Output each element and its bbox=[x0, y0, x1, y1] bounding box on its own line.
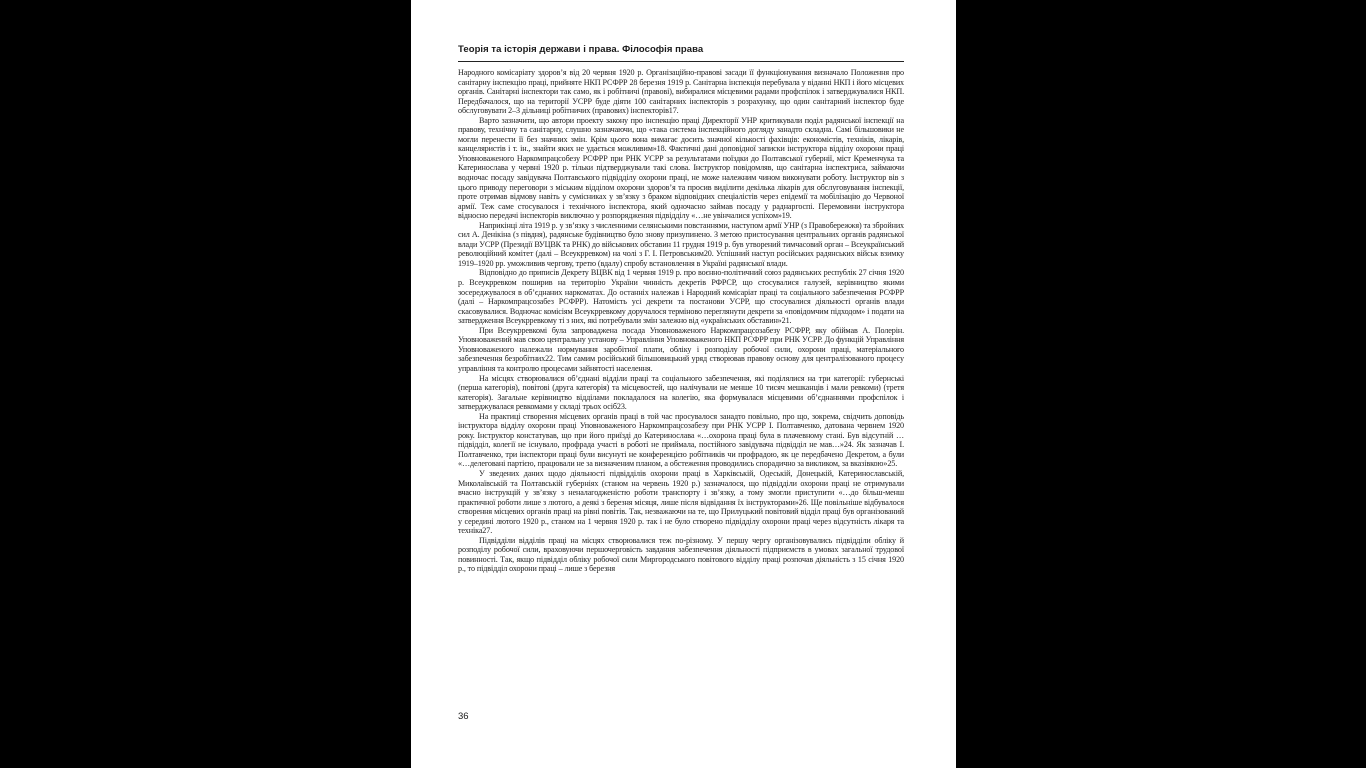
paragraph: На практиці створення місцевих органів праці в той час просувалося занадто повільно, про що, зокрема, свідчить доповідь інструктора відділу охорони праці Уповноваженого Наркомпрацсозабезу при РНК УСРР І. Полтавченко, датована червнем 1920 року. Інструктор констатував, що при його приїзді до Катеринослава «…охорона праці була в плачевному стані. Був відсутній … підвідділ, колегії не існувало, профрада участі в роботі не приймала, постійного завідувача підвідділ не мав…»24. Як зазначав І. Полтавченко, три інспектори праці були висунуті не конференцією робітників чи профрадою, як це передбачено Декретом, а були «…делеговані партією, працювали не за визначеним планом, а обстеження проводились спорадично за викликом, за вказівкою»25. bbox=[458, 411, 904, 469]
body-text bbox=[458, 68, 904, 574]
paragraph: У зведених даних щодо діяльності підвідділів охорони праці в Харківській, Одеській, Донецькій, Катеринославській, Миколаївській та Полтавській губерніях (станом на червень 1920 р.) зазначалося, що підвідділи охорони праці не отримували вчасно інструкцій у зв’язку з неналагодженістю роботи транспорту і зв’язку, а тому змогли приступити «…до більш-менш практичної роботи лише з лютого, а деякі з березня місяця, лише після відвідання їх інструкторами»26. Ще повільніше відбувалося створення місцевих органів праці на рівні повітів. Так, незважаючи на те, що Прилуцький повітовий відділ праці був організований у середині лютого 1920 р., станом на 1 червня 1920 р. так і не було створено підвідділу охорони праці через відсутність лікаря та техніка27. bbox=[458, 468, 904, 536]
paragraph: При Всеукрревкомі була запроваджена посада Уповноваженого Наркомпрацсозабезу РСФРР, яку обіймав А. Полерін. Уповноважений мав свою центральну установу – Управління Уповноваженого НКП РСФРР при РНК УСРР. До функцій Управління Уповноваженого належали нормування заробітної плати, обліку і розподілу робочої сили, охорони праці, матеріального забезпечення безробітних22. Тим самим російський більшовицький уряд створював правову основу для централізованого процесу управління та контролю процесами зайнятості населення. bbox=[458, 325, 904, 373]
paragraph: Наприкінці літа 1919 р. у зв’язку з численними селянськими повстаннями, наступом армії УНР (з Правобережжя) та збройних сил А. Денікіна (з півдня), радянське будівництво було знову призупинено. З метою пристосування центральних органів радянської влади УСРР (Президії ВУЦВК та РНК) до військових обставин 11 грудня 1919 р. був утворений тимчасовий орган – Всеукраїнський революційний комітет (далі – Всеукрревком) на чолі з Г. І. Петровським20. Успішний наступ російських радянських військ взимку 1919–1920 рр. уможливив чергову, третю (вдалу) спробу встановлення в Україні радянської влади. bbox=[458, 220, 904, 268]
paragraph: Народного комісаріату здоров’я від 20 червня 1920 р. Організаційно-правові засади її функціонування визначало Положення про санітарну інспекцію праці, прийняте НКП РСФРР 28 березня 1919 р. Санітарна інспекція перебувала у віданні НКП і його місцевих органів. Санітарні інспектори так само, як і робітничі (правові), вибиралися місцевими радами профспілок і затверджувалися НКП. Передбачалося, що на території УСРР буде діяти 100 санітарних інспекторів з розрахунку, що один санітарний інспектор буде обслуговувати 2–3 дільниці робітничих (правових) інспекторів17. bbox=[458, 68, 904, 116]
paragraph: Варто зазначити, що автори проекту закону про інспекцію праці Директорії УНР критикували поділ радянської інспекції на правову, технічну та санітарну, слушно зазначаючи, що «така система інспекційного догляду занадто складна. Самі більшовики не могли перенести її без значних змін. Крім цього вона вимагає досить значної кількості фахівців: економістів, техніків, лікарів, канцеляристів і т. ін., знайти яких не удається можливим»18. Фактичні дані доповідної записки інструктора відділу охорони праці Уповноваженого Наркомпрацсобезу РСФРР при РНК УСРР за результатами поїздки до Полтавської губернії, міст Кременчука та Катеринослава у червні 1920 р. тільки підтверджували такі слова. Інструктор повідомляв, що санітарна інспектриса, займаючи водночас посаду завідувача Полтавського підвідділу охорони праці, не може належним чином виконувати роботу. Інструктор вів з цього приводу переговори з міським відділом охорони здоров’я та просив виділити декілька лікарів для обслуговування інспекції, проте отримав відмову навіть у сумісниках у зв’язку з браком відповідних спеціалістів через епідемії та мобілізацію до Червоної армії. Теж саме стосувалося і технічного інспектора, який одночасно займав посаду у раднаргоспі. Перемовини інструктора відносно передачі інспекторів виключно у розпорядження підвідділу «…не увінчалися успіхом»19. bbox=[458, 115, 904, 221]
paragraph: На місцях створювалися об’єднані відділи праці та соціального забезпечення, які поділялися на три категорії: губернські (перша категорія), повітові (друга категорія) та місцевостей, що налічували не менше 10 тисяч мешканців і мали ревкоми) (третя категорія). Загальне керівництво відділами покладалося на колегію, яка формувалася місцевими об’єднаннями профспілок і затверджувалася ревкомами у складі трьох осіб23. bbox=[458, 373, 904, 412]
page-number: 36 bbox=[458, 711, 469, 722]
header-divider bbox=[458, 61, 904, 62]
paragraph: Підвідділи відділів праці на місцях створювалися теж по-різному. У першу чергу організовувались підвідділи обліку й розподілу робочої сили, враховуючи першочерговість завдання забезпечення діяльності підприємств в умовах загальної трудової повинності. Так, якщо підвідділ обліку робочої сили Миргородського повітового відділу праці розпочав діяльність з 15 січня 1920 р., то підвідділ охорони праці – лише з березня bbox=[458, 535, 904, 574]
document-page bbox=[411, 0, 956, 768]
running-head: Теорія та історія держави і права. Філософія права bbox=[458, 44, 704, 55]
paragraph: Відповідно до приписів Декрету ВЦВК від 1 червня 1919 р. про воєнно-політичний союз радянських республік 27 січня 1920 р. Всеукрревком поширив на територію України чинність декретів РФРСР, що стосувалися галузей, керівництво якими зосереджувалося в об’єднаних наркоматах. До останніх належав і Народний комісаріат праці та соціального забезпечення РСФРР (далі – Наркомпрацсозабез РСФРР). Натомість усі декрети та постанови УСРР, що стосувалися діяльності органів влади скасовувалися. Водночас комісіям Всеукрревкому доручалося терміново переглянути декрети за «повідомчим підходом» і подати на затвердження Всеукрревкому ті з них, які потребували змін залежно від «українських обставин»21. bbox=[458, 268, 904, 326]
